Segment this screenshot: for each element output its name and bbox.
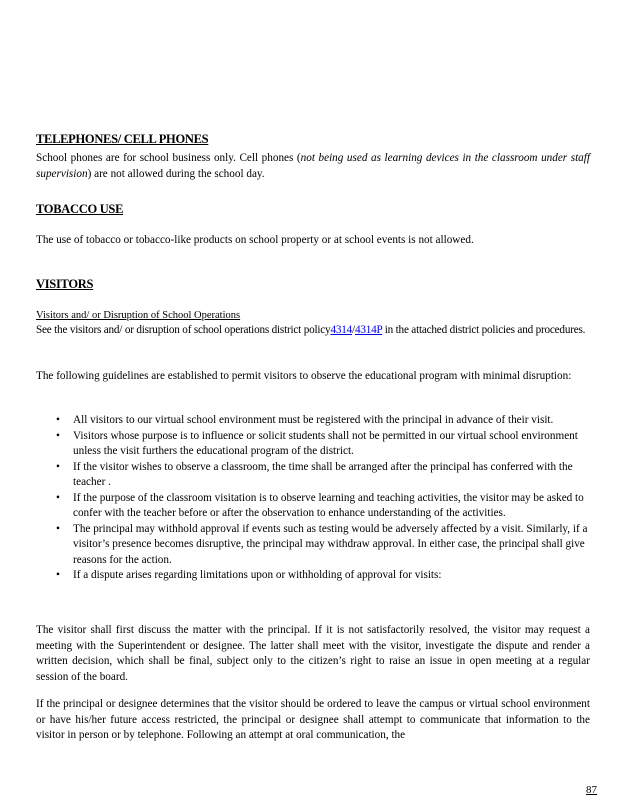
list-item	[36, 568, 590, 584]
telephones-paragraph	[36, 151, 590, 182]
telephones-text-after: ) are not allowed during the school day.	[87, 167, 265, 180]
list-item-text: All visitors to our virtual school environment must be registered with the principal in advance of their visit.	[73, 414, 554, 426]
policy-text-before: See the visitors and/ or disruption of school operations district policy	[36, 324, 331, 336]
list-item	[36, 522, 590, 569]
policy-link-separator: /	[352, 324, 355, 336]
telephones-text-italic: not being used as learning devices in the classroom under staff supervision	[36, 152, 590, 180]
list-item	[36, 491, 590, 522]
list-item-text: If a dispute arises regarding limitations upon or withholding of approval for visits:	[73, 569, 442, 581]
page-number: 87	[586, 784, 597, 796]
visitor-discussion-paragraph: The visitor shall first discuss the matter with the principal. If it is not satisfactorily resolved, the visitor may request a meeting with the Superintendent or designee. The latter shall meet with the visitor, investigate the dispute and render a written decision, which shall be final, subject only to the citizen’s right to raise an issue in open meeting at a regular session of the board.	[36, 624, 590, 683]
visitor-order-paragraph: If the principal or designee determines that the visitor should be ordered to leave the campus or virtual school environment or have his/her future access restricted, the principal or designee shall attempt to communicate that information to the visitor in person or by telephone. Following an attempt at oral communication, the	[36, 698, 590, 741]
tobacco-paragraph: The use of tobacco or tobacco-like products on school property or at school events is not allowed.	[36, 234, 474, 246]
visitors-policy-paragraph	[36, 323, 590, 339]
policy-link-4314p[interactable]: 4314P	[354, 324, 383, 336]
bullet-icon: •	[56, 414, 60, 426]
bullet-icon: •	[56, 569, 60, 581]
visitors-subheading: Visitors and/ or Disruption of School Operations	[36, 310, 241, 321]
telephones-text-before: School phones are for school business only. Cell phones (	[36, 152, 301, 164]
list-item	[36, 413, 590, 429]
bullet-icon: •	[56, 460, 60, 473]
policy-text-after: in the attached district policies and procedures.	[382, 324, 586, 336]
list-item-text: If the visitor wishes to observe a classroom, the time shall be arranged after the principal has conferred with the teacher .	[73, 460, 573, 488]
list-item-text: Visitors whose purpose is to influence or solicit students shall not be permitted in our virtual school environment unless the visit furthers the educational program of the district.	[73, 429, 578, 457]
policy-link-4314[interactable]: 4314	[330, 324, 353, 336]
list-item-text: The principal may withhold approval if events such as testing would be adversely affected by a visit. Similarly, if a visitor’s presence becomes disruptive, the principal may withdraw approval. In either case, the principal shall give reasons for the action.	[73, 522, 588, 566]
guidelines-intro: The following guidelines are established to permit visitors to observe the educational program with minimal disruption:	[36, 370, 572, 382]
tobacco-heading: TOBACCO USE	[36, 202, 124, 216]
bullet-icon: •	[56, 429, 60, 442]
list-item	[36, 429, 590, 460]
bullet-icon: •	[56, 522, 60, 535]
visitors-heading: VISITORS	[36, 277, 94, 291]
guidelines-list	[36, 413, 590, 584]
telephones-heading: TELEPHONES/ CELL PHONES	[36, 132, 209, 146]
list-item	[36, 460, 590, 491]
bullet-icon: •	[56, 491, 60, 504]
list-item-text: If the purpose of the classroom visitation is to observe learning and teaching activities, the visitor may be asked to confer with the teacher before or after the observation to enhance understanding of the activities.	[73, 491, 584, 519]
